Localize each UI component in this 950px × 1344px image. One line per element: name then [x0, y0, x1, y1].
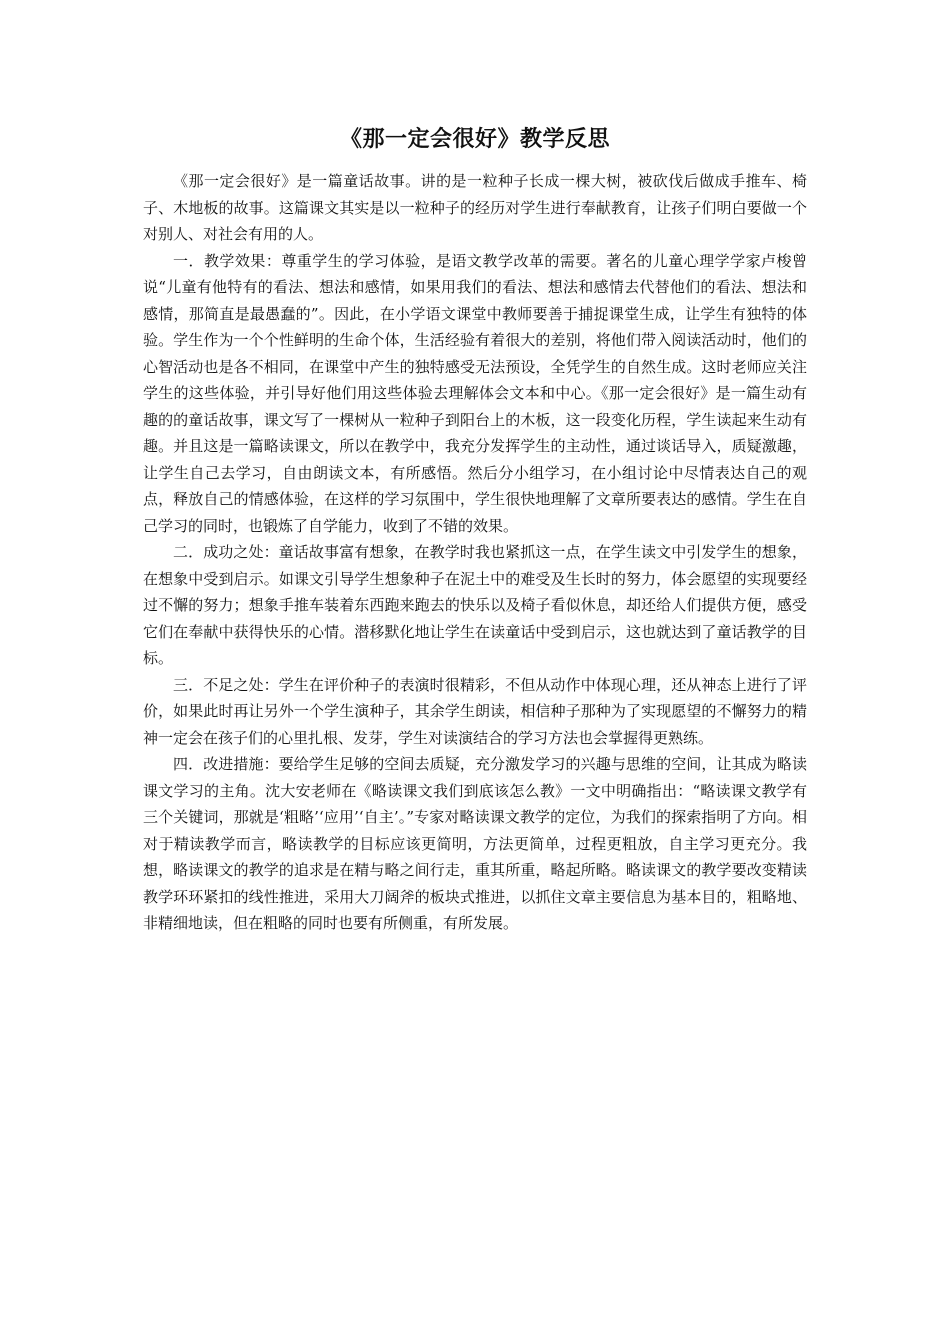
- teaching-effect-paragraph: 一．教学效果：尊重学生的学习体验，是语文教学改革的需要。著名的儿童心理学学家卢梭曾说“儿童有他特有的看法、想法和感情，如果用我们的看法、想法和感情去代替他们的看法、想法和感情，那简直是最愚蠢的”。因此，在小学语文课堂中教师要善于捕捉课堂生成，让学生有独特的体验。学生作为一个个性鲜明的生命个体，生活经验有着很大的差别，将他们带入阅读活动时，他们的心智活动也是各不相同，在课堂中产生的独特感受无法预设，全凭学生的自然生成。这时老师应关注学生的这些体验，并引导好他们用这些体验去理解体会文本和中心。《那一定会很好》是一篇生动有趣的的童话故事，课文写了一棵树从一粒种子到阳台上的木板，这一段变化历程，学生读起来生动有趣。并且这是一篇略读课文，所以在教学中，我充分发挥学生的主动性，通过谈话导入，质疑激趣，让学生自己去学习，自由朗读文本，有所感悟。然后分小组学习，在小组讨论中尽情表达自己的观点，释放自己的情感体验，在这样的学习氛围中，学生很快地理解了文章所要表达的感情。学生在自己学习的同时，也锻炼了自学能力，收到了不错的效果。: [143, 251, 807, 535]
- shortcomings-paragraph: 三．不足之处：学生在评价种子的表演时很精彩，不但从动作中体现心理，还从神态上进行了评价，如果此时再让另外一个学生演种子，其余学生朗读，相信种子那种为了实现愿望的不懈努力的精神一定会在孩子们的心里扎根、发芽，学生对读演结合的学习方法也会掌握得更熟练。: [143, 675, 807, 747]
- success-paragraph: 二．成功之处：童话故事富有想象，在教学时我也紧抓这一点，在学生读文中引发学生的想象，在想象中受到启示。如课文引导学生想象种子在泥土中的难受及生长时的努力，体会愿望的实现要经过不懈的努力；想象手推车装着东西跑来跑去的快乐以及椅子看似休息，却还给人们提供方便，感受它们在奉献中获得快乐的心情。潜移默化地让学生在读童话中受到启示，这也就达到了童话教学的目标。: [143, 543, 807, 667]
- document-page: [143, 120, 807, 937]
- improvement-paragraph: 四．改进措施：要给学生足够的空间去质疑，充分激发学习的兴趣与思维的空间，让其成为略读课文学习的主角。沈大安老师在《略读课文我们到底该怎么教》一文中明确指出：“略读课文教学有三个关键词，那就是‘粗略’‘应用’‘自主’。”专家对略读课文教学的定位，为我们的探索指明了方向。相对于精读教学而言，略读教学的目标应该更简明，方法更简单，过程更粗放，自主学习更充分。我想，略读课文的教学的追求是在精与略之间行走，重其所重，略起所略。略读课文的教学要改变精读教学环环紧扣的线性推进，采用大刀阔斧的板块式推进，以抓住文章主要信息为基本目的，粗略地、非精细地读，但在粗略的同时也要有所侧重，有所发展。: [143, 755, 807, 932]
- document-title: 《那一定会很好》教学反思: [339, 127, 610, 152]
- intro-paragraph: 《那一定会很好》是一篇童话故事。讲的是一粒种子长成一棵大树，被砍伐后做成手推车、椅子、木地板的故事。这篇课文其实是以一粒种子的经历对学生进行奉献教育，让孩子们明白要做一个对别人、对社会有用的人。: [143, 172, 807, 243]
